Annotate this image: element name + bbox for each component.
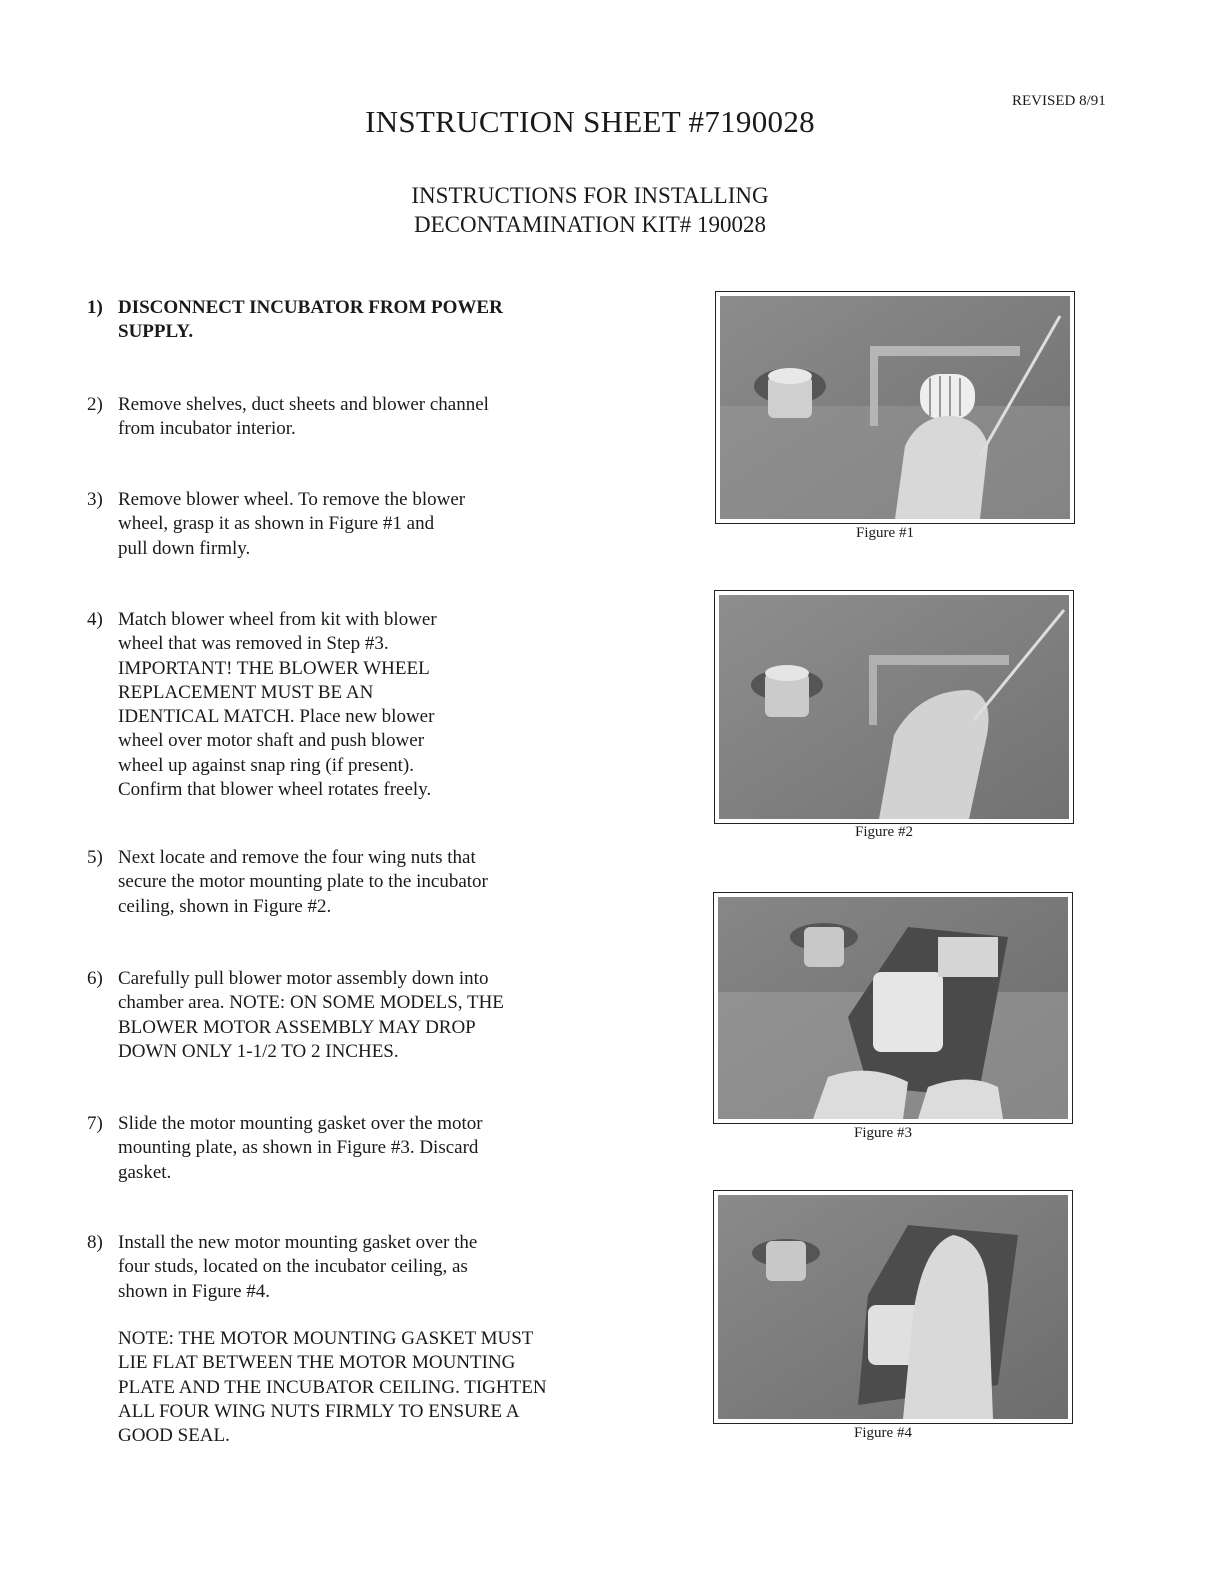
note-line: NOTE: THE MOTOR MOUNTING GASKET MUST — [118, 1328, 534, 1349]
step-line: DOWN ONLY 1-1/2 TO 2 INCHES. — [118, 1040, 399, 1062]
step-number: 5) — [87, 847, 103, 868]
step-line: REPLACEMENT MUST BE AN — [118, 681, 374, 703]
step-line: SUPPLY. — [118, 321, 194, 343]
step-1 — [87, 296, 617, 345]
step-line: pull down firmly. — [118, 537, 251, 559]
step-5 — [87, 846, 617, 919]
step-line: chamber area. NOTE: ON SOME MODELS, THE — [118, 992, 504, 1014]
step-line: DISCONNECT INCUBATOR FROM POWER — [118, 297, 503, 318]
step-line: wheel over motor shaft and push blower — [118, 730, 425, 752]
step-3 — [87, 488, 617, 561]
step-number: 4) — [87, 609, 103, 630]
step-line: Next locate and remove the four wing nuts that — [118, 847, 476, 868]
step-number: 7) — [87, 1113, 103, 1134]
step-8 — [87, 1231, 617, 1304]
figure-3-caption: Figure #3 — [854, 1125, 912, 1141]
figure-2-photo — [714, 590, 1074, 824]
note-line: GOOD SEAL. — [118, 1425, 230, 1447]
step-line: secure the motor mounting plate to the incubator — [118, 871, 488, 893]
step-4 — [87, 608, 617, 802]
step-line: wheel, grasp it as shown in Figure #1 and — [118, 513, 435, 535]
note-line: LIE FLAT BETWEEN THE MOTOR MOUNTING — [118, 1352, 516, 1374]
note-line: PLATE AND THE INCUBATOR CEILING. TIGHTEN — [118, 1376, 547, 1398]
step-line: Remove blower wheel. To remove the blower — [118, 489, 466, 510]
step-line: Match blower wheel from kit with blower — [118, 609, 437, 630]
step-line: IMPORTANT! THE BLOWER WHEEL — [118, 657, 430, 679]
step-line: four studs, located on the incubator ceiling, as — [118, 1256, 468, 1278]
step-number: 2) — [87, 394, 103, 415]
page-subtitle — [0, 181, 1180, 239]
step-line: BLOWER MOTOR ASSEMBLY MAY DROP — [118, 1016, 476, 1038]
step-line: Install the new motor mounting gasket over the — [118, 1232, 478, 1253]
step-number: 6) — [87, 968, 103, 989]
figure-4-caption: Figure #4 — [854, 1425, 912, 1441]
step-number: 1) — [87, 297, 103, 318]
step-2 — [87, 393, 617, 442]
step-line: IDENTICAL MATCH. Place new blower — [118, 706, 435, 728]
step-line: gasket. — [118, 1161, 172, 1183]
step-line: from incubator interior. — [118, 418, 296, 440]
step-line: Slide the motor mounting gasket over the motor — [118, 1113, 483, 1134]
step-line: ceiling, shown in Figure #2. — [118, 895, 332, 917]
figure-4-photo — [713, 1190, 1073, 1424]
step-line: Remove shelves, duct sheets and blower channel — [118, 394, 489, 415]
step-line: Carefully pull blower motor assembly down into — [118, 968, 489, 989]
figure-2-caption: Figure #2 — [855, 824, 913, 840]
step-line: wheel that was removed in Step #3. — [118, 633, 389, 655]
figure-3-photo — [713, 892, 1073, 1124]
figure-1-photo — [715, 291, 1075, 524]
gasket-note — [118, 1327, 618, 1448]
step-line: Confirm that blower wheel rotates freely. — [118, 779, 432, 801]
step-number: 8) — [87, 1232, 103, 1253]
step-6 — [87, 967, 617, 1064]
subtitle-line-1: INSTRUCTIONS FOR INSTALLING — [411, 183, 769, 208]
revised-date: REVISED 8/91 — [1012, 93, 1106, 109]
step-line: wheel up against snap ring (if present). — [118, 754, 414, 776]
step-7 — [87, 1112, 617, 1185]
step-line: shown in Figure #4. — [118, 1280, 270, 1302]
figure-1-caption: Figure #1 — [856, 525, 914, 541]
note-line: ALL FOUR WING NUTS FIRMLY TO ENSURE A — [118, 1400, 520, 1422]
page-title: INSTRUCTION SHEET #7190028 — [365, 104, 815, 139]
step-number: 3) — [87, 489, 103, 510]
subtitle-line-2: DECONTAMINATION KIT# 190028 — [413, 212, 767, 237]
step-line: mounting plate, as shown in Figure #3. Discard — [118, 1137, 479, 1159]
